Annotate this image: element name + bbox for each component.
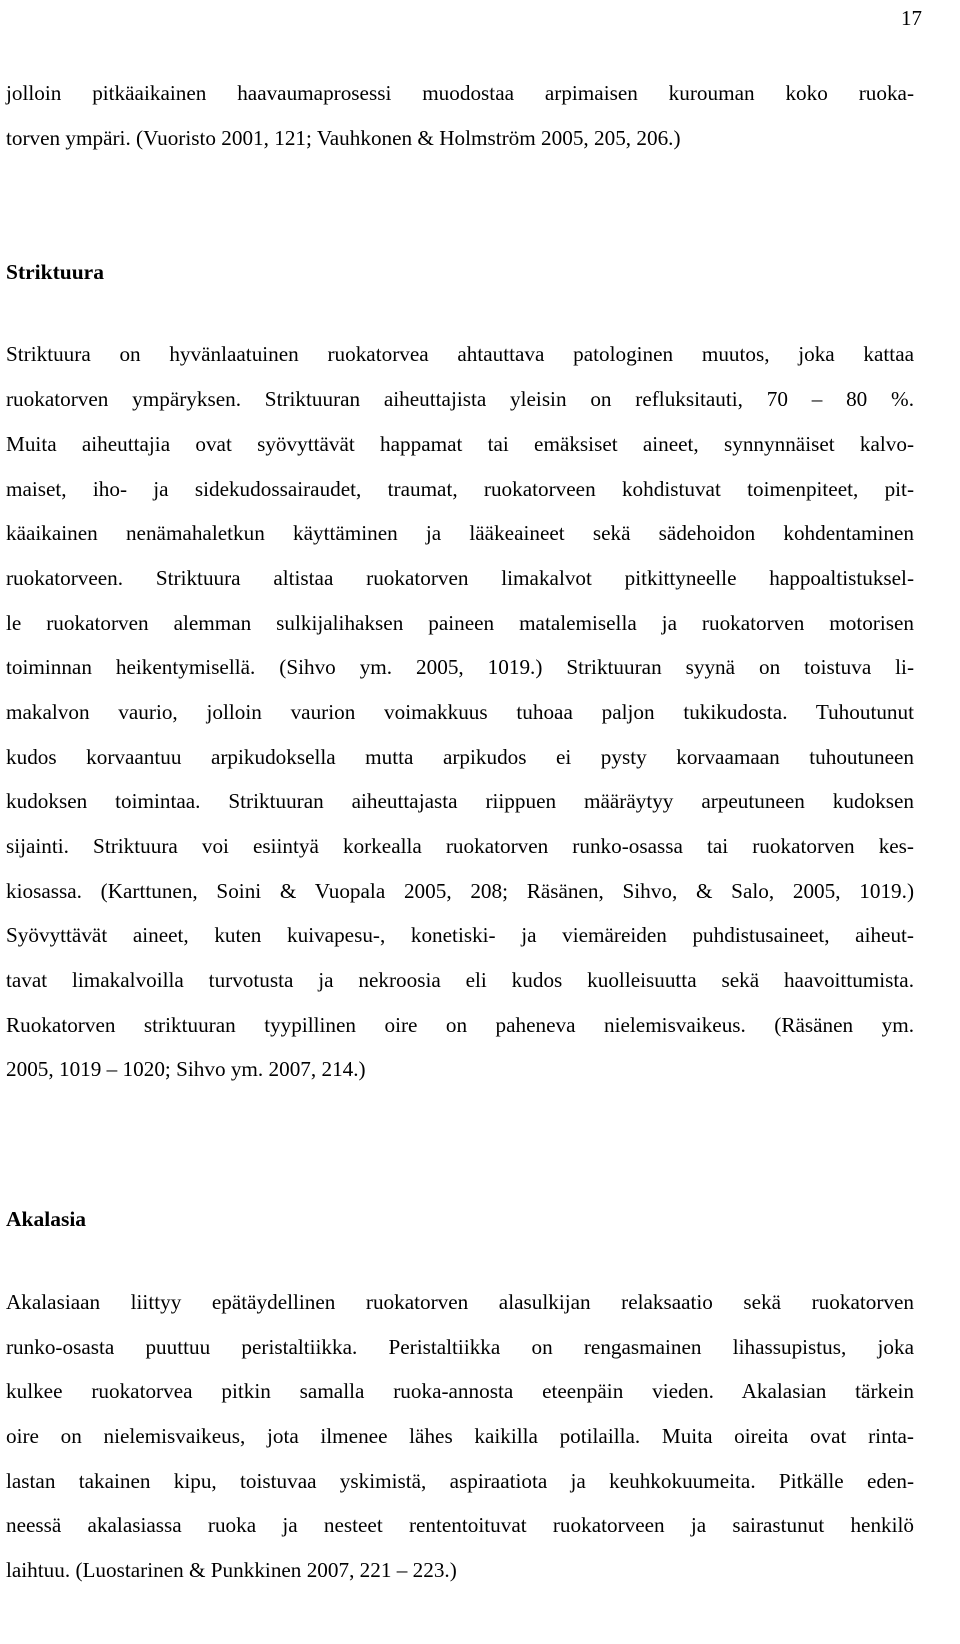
text-line: jolloin pitkäaikainen haavaumaprosessi muodostaa arpimaisen kurouman koko ruoka- [6, 81, 914, 105]
text-line: kulkee ruokatorvea pitkin samalla ruoka-annosta eteenpäin vieden. Akalasian tärkein [6, 1379, 914, 1404]
intro-paragraph [6, 71, 914, 160]
text-line: oire on nielemisvaikeus, jota ilmenee lähes kaikilla potilailla. Muita oireita ovat rinta- [6, 1423, 914, 1448]
text-line: maiset, iho- ja sidekudossairaudet, traumat, ruokatorveen kohdistuvat toimenpiteet, pit- [6, 476, 914, 501]
akalasia-paragraph [6, 1280, 914, 1593]
text-line: Syövyttävät aineet, kuten kuivapesu-, konetiski- ja viemäreiden puhdistusaineet, aiheut- [6, 923, 914, 948]
text-line: makalvon vaurio, jolloin vaurion voimakkuus tuhoaa paljon tukikudosta. Tuhoutunut [6, 699, 914, 724]
text-line: neessä akalasiassa ruoka ja nesteet rententoituvat ruokatorveen ja sairastunut henkilö [6, 1513, 914, 1538]
text-line: ruokatorven ympäryksen. Striktuuran aiheuttajista yleisin on refluksitauti, 70 – 80 %. [6, 387, 914, 412]
striktuura-paragraph [6, 332, 914, 1092]
text-line: le ruokatorven alemman sulkijalihaksen paineen matalemisella ja ruokatorven motorisen [6, 610, 914, 635]
text-line: runko-osasta puuttuu peristaltiikka. Peristaltiikka on rengasmainen lihassupistus, joka [6, 1334, 914, 1359]
text-line: Muita aiheuttajia ovat syövyttävät happamat tai emäksiset aineet, synnynnäiset kalvo- [6, 431, 914, 456]
text-line: sijainti. Striktuura voi esiintyä korkealla ruokatorven runko-osassa tai ruokatorven kes- [6, 834, 914, 859]
text-line: tavat limakalvoilla turvotusta ja nekroosia eli kudos kuolleisuutta sekä haavoittumista. [6, 968, 914, 993]
text-line: Akalasiaan liittyy epätäydellinen ruokatorven alasulkijan relaksaatio sekä ruokatorven [6, 1289, 914, 1314]
text-line: toiminnan heikentymisellä. (Sihvo ym. 2005, 1019.) Striktuuran syynä on toistuva li- [6, 655, 914, 680]
section-heading-akalasia: Akalasia [6, 1207, 87, 1232]
section-heading-striktuura: Striktuura [6, 259, 104, 284]
text-line: laihtuu. (Luostarinen & Punkkinen 2007, 221 – 223.) [6, 1557, 457, 1582]
text-line: käaikainen nenämahaletkun käyttäminen ja lääkeaineet sekä sädehoidon kohdentaminen [6, 521, 914, 546]
text-line: ruokatorveen. Striktuura altistaa ruokatorven limakalvot pitkittyneelle happoaltistuksel- [6, 565, 914, 590]
document-body [6, 71, 914, 1593]
text-line: 2005, 1019 – 1020; Sihvo ym. 2007, 214.) [6, 1057, 366, 1082]
page-number: 17 [901, 6, 922, 30]
text-line: kudoksen toimintaa. Striktuuran aiheuttajasta riippuen määräytyy arpeutuneen kudoksen [6, 789, 914, 814]
text-line: torven ympäri. (Vuoristo 2001, 121; Vauhkonen & Holmström 2005, 205, 206.) [6, 125, 681, 150]
text-line: lastan takainen kipu, toistuvaa yskimistä, aspiraatiota ja keuhkokuumeita. Pitkälle eden- [6, 1468, 914, 1493]
text-line: kudos korvaantuu arpikudoksella mutta arpikudos ei pysty korvaamaan tuhoutuneen [6, 744, 914, 769]
text-line: kiosassa. (Karttunen, Soini & Vuopala 2005, 208; Räsänen, Sihvo, & Salo, 2005, 1019.) [6, 878, 914, 903]
text-line: Striktuura on hyvänlaatuinen ruokatorvea ahtauttava patologinen muutos, joka kattaa [6, 342, 914, 367]
text-line: Ruokatorven striktuuran tyypillinen oire on paheneva nielemisvaikeus. (Räsänen ym. [6, 1012, 914, 1037]
